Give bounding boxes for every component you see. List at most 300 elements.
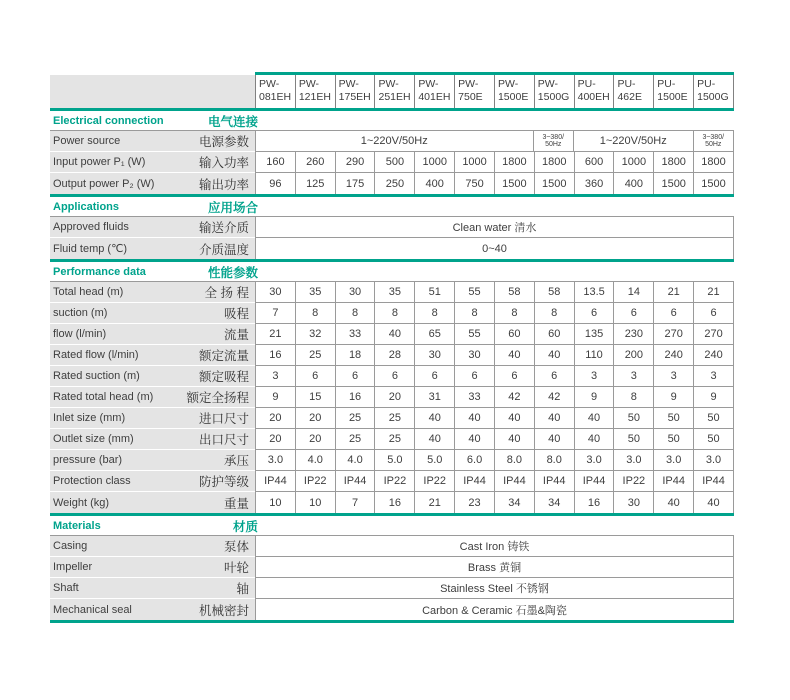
- model-column-header: [693, 75, 734, 108]
- spec-value-cell: 175: [335, 173, 375, 194]
- row-values: [255, 238, 734, 259]
- model-name-line: 1500G: [537, 91, 570, 103]
- spec-value-cell: 16: [255, 345, 295, 366]
- row-values: [255, 387, 734, 408]
- spec-value-cell: 3: [613, 366, 653, 387]
- section-divider: [50, 620, 734, 623]
- section-header-row: [50, 197, 734, 217]
- spec-value-cell: 40: [534, 408, 574, 429]
- row-label-en: Casing: [50, 536, 185, 557]
- model-name-line: PW-: [338, 78, 359, 90]
- spec-value-cell: IP44: [653, 471, 693, 492]
- model-name-line: 400EH: [577, 91, 610, 103]
- spec-value-cell: IP22: [374, 471, 414, 492]
- spec-value-cell: IP22: [295, 471, 335, 492]
- row-label-en: Approved fluids: [50, 217, 185, 238]
- row-label-zh: 进口尺寸: [185, 408, 255, 429]
- row-label-zh: 重量: [185, 492, 255, 513]
- spec-span-cell: [533, 131, 574, 152]
- model-column-header: [335, 75, 375, 108]
- spec-value-cell: 1000: [414, 152, 454, 173]
- spec-span-cell: Stainless Steel 不锈钢: [255, 578, 734, 599]
- spec-value-cell: 40: [494, 408, 534, 429]
- row-values: [255, 345, 734, 366]
- section-title-en: Performance data: [53, 265, 146, 278]
- spec-value-cell: 51: [414, 282, 454, 303]
- spec-value-cell: 6: [653, 303, 693, 324]
- spec-value-cell: 21: [653, 282, 693, 303]
- span-line: 50Hz: [545, 141, 562, 148]
- span-line: 3~380/: [702, 133, 725, 141]
- model-name-line: PW-: [537, 78, 559, 90]
- row-label-zh: 全 扬 程: [185, 282, 255, 303]
- spec-value-cell: 6: [534, 366, 574, 387]
- spec-value-cell: 35: [295, 282, 335, 303]
- model-name-line: 251EH: [378, 91, 411, 103]
- spec-value-cell: 50: [693, 429, 734, 450]
- spec-value-cell: 160: [255, 152, 295, 173]
- row-values: [255, 131, 734, 152]
- spec-value-cell: 1800: [534, 152, 574, 173]
- spec-value-cell: 25: [374, 408, 414, 429]
- spec-value-cell: 10: [255, 492, 295, 513]
- spec-value-cell: 20: [374, 387, 414, 408]
- spec-value-cell: 65: [414, 324, 454, 345]
- model-column-header: [574, 75, 614, 108]
- table-row: [50, 408, 734, 429]
- spec-value-cell: 40: [454, 429, 494, 450]
- spec-value-cell: 40: [574, 408, 614, 429]
- table-row: [50, 238, 734, 259]
- spec-value-cell: 25: [335, 429, 375, 450]
- spec-value-cell: 21: [693, 282, 734, 303]
- table-row: [50, 345, 734, 366]
- table-row: [50, 387, 734, 408]
- section-title-zh: 应用场合: [207, 200, 258, 215]
- spec-value-cell: 400: [613, 173, 653, 194]
- spec-value-cell: 240: [653, 345, 693, 366]
- spec-value-cell: 40: [454, 408, 494, 429]
- row-label-en: Input power P₁ (W): [50, 152, 185, 173]
- spec-value-cell: 8: [295, 303, 335, 324]
- spec-value-cell: 9: [693, 387, 734, 408]
- spec-value-cell: 8: [494, 303, 534, 324]
- spec-value-cell: 25: [374, 429, 414, 450]
- spec-value-cell: 6: [295, 366, 335, 387]
- spec-value-cell: 9: [255, 387, 295, 408]
- spec-value-cell: 8: [613, 387, 653, 408]
- spec-value-cell: 4.0: [295, 450, 335, 471]
- spec-value-cell: 1800: [494, 152, 534, 173]
- spec-value-cell: 6: [335, 366, 375, 387]
- spec-value-cell: 1000: [454, 152, 494, 173]
- row-label-en: Mechanical seal: [50, 599, 185, 620]
- model-column-header: [414, 75, 454, 108]
- spec-value-cell: 8.0: [534, 450, 574, 471]
- spec-value-cell: 16: [574, 492, 614, 513]
- spec-span-cell: [693, 131, 735, 152]
- row-label-zh: 泵体: [185, 536, 255, 557]
- spec-value-cell: 55: [454, 282, 494, 303]
- spec-value-cell: IP44: [255, 471, 295, 492]
- table-row: [50, 557, 734, 578]
- spec-value-cell: 40: [653, 492, 693, 513]
- row-label-en: Protection class: [50, 471, 185, 492]
- spec-value-cell: 20: [295, 408, 335, 429]
- spec-value-cell: 20: [295, 429, 335, 450]
- spec-value-cell: 3.0: [693, 450, 734, 471]
- spec-value-cell: 23: [454, 492, 494, 513]
- spec-value-cell: 28: [374, 345, 414, 366]
- model-column-header: [613, 75, 653, 108]
- spec-value-cell: IP44: [454, 471, 494, 492]
- row-label-en: Power source: [50, 131, 185, 152]
- model-name-line: PW-: [497, 78, 519, 90]
- spec-value-cell: 32: [295, 324, 335, 345]
- spec-value-cell: 9: [574, 387, 614, 408]
- spec-value-cell: 1500: [653, 173, 693, 194]
- table-row: [50, 282, 734, 303]
- model-header-cells: [255, 75, 734, 108]
- spec-value-cell: 8: [414, 303, 454, 324]
- spec-value-cell: 21: [255, 324, 295, 345]
- spec-value-cell: 58: [534, 282, 574, 303]
- spec-value-cell: 5.0: [374, 450, 414, 471]
- section-title-zh: 电气连接: [207, 114, 258, 129]
- row-label-zh: 电源参数: [185, 131, 255, 152]
- spec-value-cell: 6: [494, 366, 534, 387]
- spec-value-cell: 50: [613, 429, 653, 450]
- spec-value-cell: 6: [374, 366, 414, 387]
- spec-value-cell: 40: [693, 492, 734, 513]
- model-column-header: [534, 75, 574, 108]
- spec-value-cell: 250: [374, 173, 414, 194]
- spec-value-cell: 42: [534, 387, 574, 408]
- row-label-zh: 承压: [185, 450, 255, 471]
- row-label-en: Rated suction (m): [50, 366, 185, 387]
- table-row: [50, 152, 734, 173]
- spec-value-cell: 25: [295, 345, 335, 366]
- row-label-zh: 额定全扬程: [185, 387, 255, 408]
- row-label-zh: 流量: [185, 324, 255, 345]
- model-name-line: 750E: [458, 91, 483, 103]
- spec-value-cell: 50: [613, 408, 653, 429]
- model-name-line: PU-: [657, 78, 676, 90]
- spec-value-cell: 4.0: [335, 450, 375, 471]
- row-label-en: Rated flow (l/min): [50, 345, 185, 366]
- model-column-header: [653, 75, 693, 108]
- spec-value-cell: 270: [653, 324, 693, 345]
- spec-value-cell: 40: [574, 429, 614, 450]
- row-label-en: suction (m): [50, 303, 185, 324]
- spec-value-cell: 8: [335, 303, 375, 324]
- spec-value-cell: 20: [255, 429, 295, 450]
- row-label-zh: 额定流量: [185, 345, 255, 366]
- row-values: [255, 536, 734, 557]
- spec-value-cell: 50: [653, 408, 693, 429]
- spec-span-cell: Brass 黄铜: [255, 557, 734, 578]
- spec-value-cell: 30: [335, 282, 375, 303]
- row-values: [255, 578, 734, 599]
- row-label-en: Inlet size (mm): [50, 408, 185, 429]
- spec-value-cell: 30: [454, 345, 494, 366]
- spec-value-cell: 400: [414, 173, 454, 194]
- spec-value-cell: 14: [613, 282, 653, 303]
- spec-span-cell: Carbon & Ceramic 石墨&陶瓷: [255, 599, 734, 620]
- table-row: [50, 450, 734, 471]
- row-label-zh: 叶轮: [185, 557, 255, 578]
- span-line: 3~380/: [542, 133, 565, 141]
- spec-value-cell: 3.0: [653, 450, 693, 471]
- spec-value-cell: 125: [295, 173, 335, 194]
- spec-value-cell: 21: [414, 492, 454, 513]
- model-name-line: 401EH: [418, 91, 451, 103]
- spec-value-cell: IP44: [494, 471, 534, 492]
- table-row: [50, 578, 734, 599]
- spec-value-cell: 16: [374, 492, 414, 513]
- table-row: [50, 492, 734, 513]
- spec-value-cell: 40: [374, 324, 414, 345]
- model-name-line: PW-: [259, 78, 280, 90]
- spec-value-cell: 35: [374, 282, 414, 303]
- spec-value-cell: 15: [295, 387, 335, 408]
- spec-value-cell: 3: [653, 366, 693, 387]
- row-values: [255, 557, 734, 578]
- spec-value-cell: 40: [534, 345, 574, 366]
- row-label-en: Total head (m): [50, 282, 185, 303]
- spec-value-cell: 6: [613, 303, 653, 324]
- table-row: [50, 599, 734, 620]
- row-label-en: Impeller: [50, 557, 185, 578]
- spec-value-cell: 40: [494, 345, 534, 366]
- spec-value-cell: 360: [574, 173, 614, 194]
- row-label-zh: 机械密封: [185, 599, 255, 620]
- table-row: [50, 173, 734, 194]
- table-row: [50, 471, 734, 492]
- row-label-zh: 输送介质: [185, 217, 255, 238]
- model-name-line: 1500E: [497, 91, 529, 103]
- spec-value-cell: 260: [295, 152, 335, 173]
- spec-value-cell: 290: [335, 152, 375, 173]
- spec-span-cell: 0~40: [255, 238, 734, 259]
- row-label-zh: 输出功率: [185, 173, 255, 194]
- section-title-en: Applications: [53, 200, 120, 213]
- row-values: [255, 324, 734, 345]
- spec-value-cell: 42: [494, 387, 534, 408]
- row-values: [255, 408, 734, 429]
- spec-value-cell: 50: [653, 429, 693, 450]
- spec-value-cell: 200: [613, 345, 653, 366]
- spec-value-cell: 31: [414, 387, 454, 408]
- spec-value-cell: 33: [454, 387, 494, 408]
- model-name-line: PW-: [418, 78, 439, 90]
- span-line: 50Hz: [705, 141, 722, 148]
- spec-value-cell: IP44: [574, 471, 614, 492]
- spec-value-cell: IP22: [613, 471, 653, 492]
- spec-value-cell: 30: [613, 492, 653, 513]
- table-row: [50, 324, 734, 345]
- row-label-zh: 介质温度: [185, 238, 255, 259]
- spec-value-cell: 60: [534, 324, 574, 345]
- row-label-en: Fluid temp (℃): [50, 238, 185, 259]
- spec-value-cell: 7: [335, 492, 375, 513]
- row-label-en: Rated total head (m): [50, 387, 185, 408]
- table-row: [50, 366, 734, 387]
- spec-value-cell: 6: [454, 366, 494, 387]
- row-label-en: pressure (bar): [50, 450, 185, 471]
- spec-table: [50, 72, 734, 623]
- row-values: [255, 450, 734, 471]
- model-name-line: PU-: [577, 78, 596, 90]
- spec-value-cell: 3.0: [255, 450, 295, 471]
- row-values: [255, 366, 734, 387]
- table-row: [50, 303, 734, 324]
- spec-value-cell: 10: [295, 492, 335, 513]
- spec-value-cell: IP22: [414, 471, 454, 492]
- spec-value-cell: 3.0: [613, 450, 653, 471]
- spec-span-cell: 1~220V/50Hz: [255, 131, 533, 152]
- spec-value-cell: 3.0: [574, 450, 614, 471]
- model-column-header: [374, 75, 414, 108]
- spec-value-cell: 8: [534, 303, 574, 324]
- spec-value-cell: 6: [414, 366, 454, 387]
- model-column-header: [454, 75, 494, 108]
- spec-value-cell: 1800: [653, 152, 693, 173]
- model-name-line: 1500E: [657, 91, 688, 103]
- model-name-line: 175EH: [338, 91, 371, 103]
- spec-value-cell: 96: [255, 173, 295, 194]
- spec-value-cell: 6: [574, 303, 614, 324]
- row-values: [255, 429, 734, 450]
- spec-value-cell: 34: [534, 492, 574, 513]
- row-values: [255, 303, 734, 324]
- table-row: [50, 536, 734, 557]
- spec-span-cell: Clean water 清水: [255, 217, 734, 238]
- spec-value-cell: 110: [574, 345, 614, 366]
- row-values: [255, 173, 734, 194]
- row-label-zh: 出口尺寸: [185, 429, 255, 450]
- spec-value-cell: 3: [255, 366, 295, 387]
- section-header-row: [50, 262, 734, 282]
- spec-value-cell: 25: [335, 408, 375, 429]
- row-label-en: Shaft: [50, 578, 185, 599]
- spec-value-cell: 5.0: [414, 450, 454, 471]
- spec-value-cell: 500: [374, 152, 414, 173]
- table-row: [50, 429, 734, 450]
- spec-value-cell: 6: [693, 303, 734, 324]
- spec-value-cell: 1000: [613, 152, 653, 173]
- table-row: [50, 131, 734, 152]
- row-label-zh: 额定吸程: [185, 366, 255, 387]
- spec-value-cell: 750: [454, 173, 494, 194]
- model-name-line: PW-: [458, 78, 479, 90]
- model-name-line: PW-: [298, 78, 320, 90]
- spec-value-cell: 1800: [693, 152, 734, 173]
- spec-value-cell: 33: [335, 324, 375, 345]
- spec-value-cell: 34: [494, 492, 534, 513]
- model-name-line: PU-: [697, 78, 716, 90]
- row-label-zh: 防护等级: [185, 471, 255, 492]
- spec-value-cell: 30: [255, 282, 295, 303]
- spec-value-cell: 50: [693, 408, 734, 429]
- spec-value-cell: 16: [335, 387, 375, 408]
- row-values: [255, 152, 734, 173]
- spec-value-cell: 8: [374, 303, 414, 324]
- row-label-en: Output power P₂ (W): [50, 173, 185, 194]
- model-name-line: PW-: [378, 78, 399, 90]
- spec-value-cell: IP44: [693, 471, 734, 492]
- spec-value-cell: 58: [494, 282, 534, 303]
- spec-value-cell: 1500: [693, 173, 734, 194]
- row-values: [255, 217, 734, 238]
- model-name-line: 1500G: [697, 91, 729, 103]
- spec-value-cell: 40: [414, 429, 454, 450]
- spec-value-cell: 9: [653, 387, 693, 408]
- model-column-header: [295, 75, 335, 108]
- section-title-en: Electrical connection: [53, 114, 164, 127]
- spec-value-cell: 30: [414, 345, 454, 366]
- spec-value-cell: 40: [414, 408, 454, 429]
- row-label-zh: 输入功率: [185, 152, 255, 173]
- spec-span-cell: 1~220V/50Hz: [573, 131, 693, 152]
- model-column-header: [255, 75, 295, 108]
- row-values: [255, 599, 734, 620]
- spec-value-cell: 135: [574, 324, 614, 345]
- spec-value-cell: 600: [574, 152, 614, 173]
- model-name-line: 121EH: [298, 91, 331, 103]
- spec-value-cell: 8: [454, 303, 494, 324]
- section-header-row: [50, 111, 734, 131]
- spec-value-cell: 7: [255, 303, 295, 324]
- row-label-en: Weight (kg): [50, 492, 185, 513]
- section-title-en: Materials: [53, 519, 101, 532]
- spec-value-cell: 18: [335, 345, 375, 366]
- spec-value-cell: IP44: [534, 471, 574, 492]
- corner-cell: [50, 75, 255, 108]
- section-title-zh: 材质: [232, 519, 258, 534]
- spec-value-cell: 3: [574, 366, 614, 387]
- row-label-zh: 吸程: [185, 303, 255, 324]
- row-values: [255, 471, 734, 492]
- model-column-header: [494, 75, 534, 108]
- spec-value-cell: 240: [693, 345, 734, 366]
- spec-value-cell: 270: [693, 324, 734, 345]
- spec-value-cell: 1500: [494, 173, 534, 194]
- row-label-en: Outlet size (mm): [50, 429, 185, 450]
- spec-value-cell: 55: [454, 324, 494, 345]
- row-label-zh: 轴: [185, 578, 255, 599]
- model-name-line: PU-: [617, 78, 636, 90]
- row-label-en: flow (l/min): [50, 324, 185, 345]
- spec-value-cell: 60: [494, 324, 534, 345]
- spec-value-cell: 20: [255, 408, 295, 429]
- model-name-line: 081EH: [259, 91, 292, 103]
- spec-value-cell: 1500: [534, 173, 574, 194]
- table-row: [50, 217, 734, 238]
- spec-span-cell: Cast Iron 铸铁: [255, 536, 734, 557]
- spec-value-cell: 13.5: [574, 282, 614, 303]
- model-name-line: 462E: [617, 91, 642, 103]
- spec-value-cell: 40: [494, 429, 534, 450]
- spec-value-cell: 6.0: [454, 450, 494, 471]
- spec-value-cell: 8.0: [494, 450, 534, 471]
- model-header-row: [50, 75, 734, 108]
- section-header-row: [50, 516, 734, 536]
- spec-value-cell: IP44: [335, 471, 375, 492]
- spec-value-cell: 230: [613, 324, 653, 345]
- row-values: [255, 492, 734, 513]
- row-values: [255, 282, 734, 303]
